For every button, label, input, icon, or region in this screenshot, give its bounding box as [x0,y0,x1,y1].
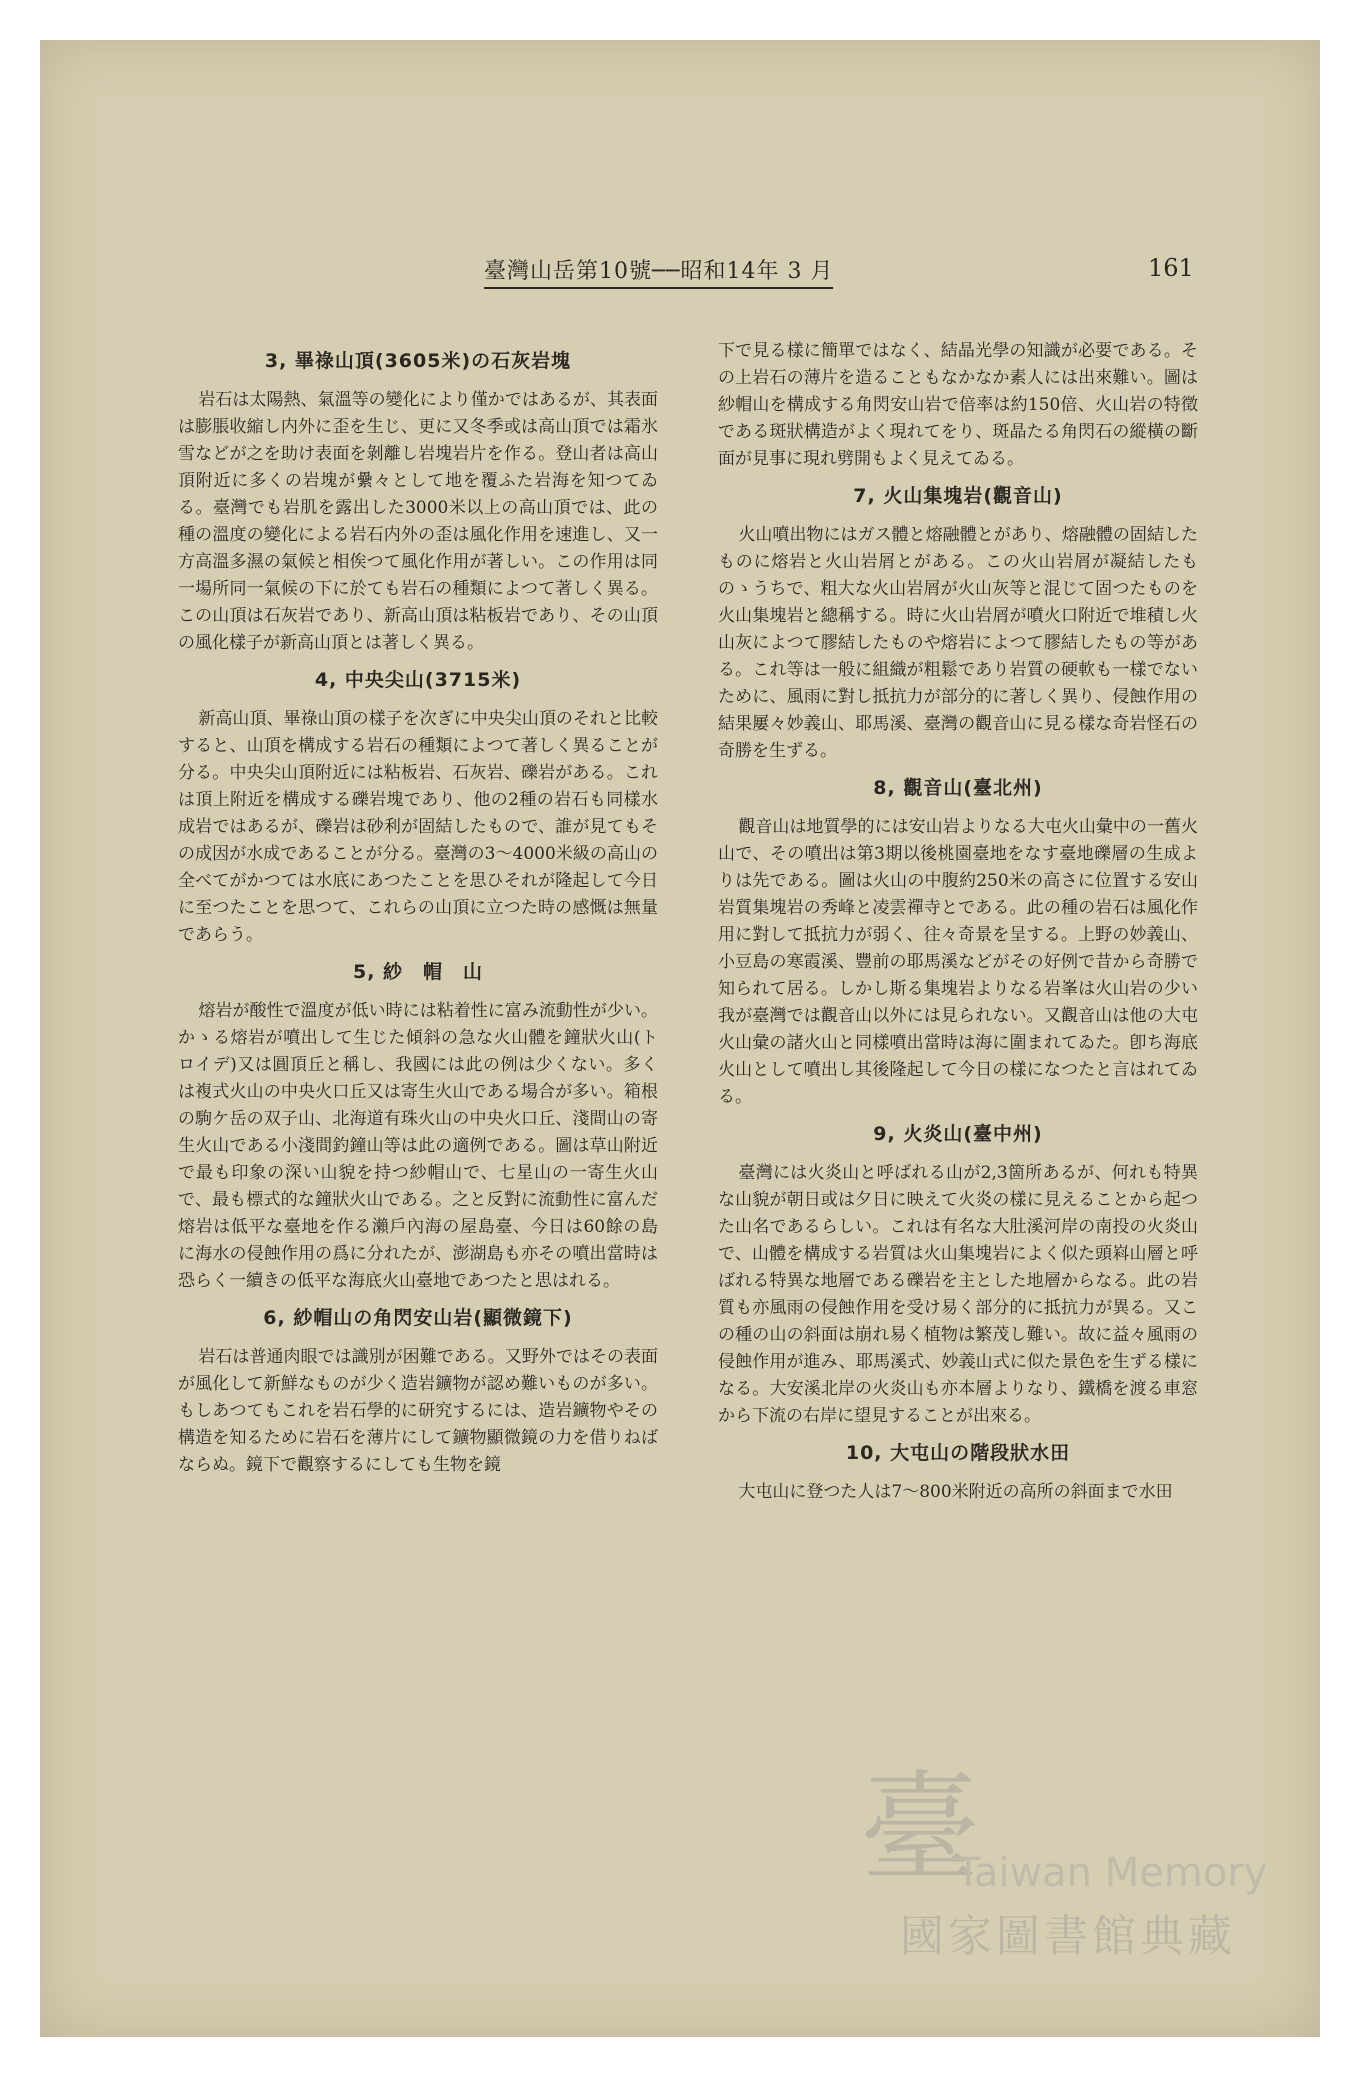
section-6 [178,1305,658,1479]
paragraph: 臺灣には火炎山と呼ばれる山が2,3箇所あるが、何れも特異な山貌が朝日或は夕日に映えて火炎の樣に見えることから起つた山名であるらしい。これは有名な大肚溪河岸の南投の火炎山で、山體を構成する岩質は火山集塊岩によく似た頭嵙山層と呼ばれる特異な地層である礫岩を主とした地層からなる。此の岩質も亦風雨の侵蝕作用を受け易く部分的に抵抗力が異る。又この種の山の斜面は崩れ易く植物は繁茂し難い。故に益々風雨の侵蝕作用が進み、耶馬溪式、妙義山式に似た景色を生ずる樣になる。大安溪北岸の火炎山も亦本層よりなり、鐵橋を渡る車窓から下流の右岸に望見することが出來る。 [718,1163,1198,1426]
watermark-seal: 臺 [860,1760,980,1899]
section-8 [718,775,1198,1111]
paragraph: 岩石は太陽熱、氣溫等の變化により僅かではあるが、其表面は膨脹收縮し内外に歪を生じ、更に又冬季或は高山頂では霜氷雪などが之を助け表面を剝離し岩塊岩片を作る。登山者は高山頂附近に多くの岩塊が纍々として地を覆ふた岩海を知つてゐる。臺灣でも岩肌を露出した3000米以上の高山頂では、此の種の溫度の變化による岩石内外の歪は風化作用を速進し、又一方高溫多濕の氣候と相俟つて風化作用が著しい。この作用は同一場所同一氣候の下に於ても岩石の種類によつて著しく異る。この山頂は石灰岩であり、新高山頂は粘板岩であり、その山頂の風化樣子が新高山頂とは著しく異る。 [178,390,658,653]
section-7 [718,483,1198,765]
watermark-english: Taiwan Memory [956,1850,1268,1896]
section-title: 9, 火炎山(臺中州) [873,1123,1043,1145]
paragraph: 觀音山は地質學的には安山岩よりなる大屯火山彙中の一舊火山で、その噴出は第3期以後桃園臺地をなす臺地礫層の生成よりは先である。圖は火山の中腹約250米の高さに位置する安山岩質集塊岩の秀峰と凌雲禪寺とである。此の種の岩石は風化作用に對して抵抗力が弱く、往々奇景を呈する。上野の妙義山、小豆島の寒霞溪、豐前の耶馬溪などがその好例で昔から奇勝で知られて居る。しかし斯る集塊岩よりなる岩峯は火山岩の少い我が臺灣では觀音山以外には見られない。又觀音山は他の大屯火山彙の諸火山と同樣噴出當時は海に圍まれてゐた。卽ち海底火山として噴出し其後隆起して今日の樣になつたと言はれてゐる。 [718,817,1198,1107]
running-head [0,254,1359,294]
section-4 [178,667,658,949]
paragraph: 熔岩が酸性で溫度が低い時には粘着性に富み流動性が少い。かゝる熔岩が噴出して生じた傾斜の急な火山體を鐘狀火山(トロイデ)又は圓頂丘と稱し、我國には此の例は少くない。多くは複式火山の中央火口丘又は寄生火山である場合が多い。箱根の駒ケ岳の双子山、北海道有珠火山の中央火口丘、淺間山の寄生火山である小淺間釣鐘山等は此の適例である。圖は草山附近で最も印象の深い山貌を持つ紗帽山で、七星山の一寄生火山で、最も標式的な鐘狀火山である。之と反對に流動性に富んだ熔岩は低平な臺地を作る瀨戶內海の屋島臺、今日は60餘の島に海水の侵蝕作用の爲に分れたが、澎湖島も亦その噴出當時は恐らく一續きの低平な海底火山臺地であつたと思はれる。 [178,1001,658,1291]
section-title: 3, 畢祿山頂(3605米)の石灰岩塊 [264,350,572,372]
paragraph: 火山噴出物にはガス體と熔融體とがあり、熔融體の固結したものに熔岩と火山岩屑とがある。この火山岩屑が凝結したものゝうちで、粗大な火山岩屑が火山灰等と混じて固つたものを火山集塊岩と總稱する。時に火山岩屑が噴火口附近で堆積し火山灰によつて膠結したものや熔岩によつて膠結したもの等がある。これ等は一般に組織が粗鬆であり岩質の硬軟も一樣でないために、風雨に對し抵抗力が部分的に著しく異り、侵蝕作用の結果屢々妙義山、耶馬溪、臺灣の觀音山に見る樣な奇岩怪石の奇勝を生ずる。 [718,525,1198,761]
section-10 [718,1440,1198,1506]
paragraph: 大屯山に登つた人は7～800米附近の高所の斜面まで水田 [738,1482,1173,1502]
left-column [178,338,658,1489]
section-5 [178,959,658,1295]
section-title: 10, 大屯山の階段狀水田 [845,1442,1071,1464]
paragraph: 岩石は普通肉眼では識別が困難である。又野外ではその表面が風化して新鮮なものが少く造岩鑛物が認め難いものが多い。もしあつてもこれを岩石學的に研究するには、造岩鑛物やその構造を知るために岩石を薄片にして鑛物顯微鏡の力を借りねばならぬ。鏡下で觀察するにしても生物を鏡 [178,1347,658,1475]
section-title: 6, 紗帽山の角閃安山岩(顯微鏡下) [263,1307,573,1329]
section-9 [718,1121,1198,1430]
section-title: 8, 觀音山(臺北州) [873,777,1043,799]
section-title: 7, 火山集塊岩(觀音山) [853,485,1063,507]
section-6-continued [718,338,1198,473]
paragraph: 新高山頂、畢祿山頂の樣子を次ぎに中央尖山頂のそれと比較すると、山頂を構成する岩石の種類によつて著しく異ることが分る。中央尖山頂附近には粘板岩、石灰岩、礫岩がある。これは頂上附近を構成する礫岩塊であり、他の2種の岩石も同樣水成岩ではあるが、礫岩は砂利が固結したもので、誰が見てもその成因が水成であることが分る。臺灣の3～4000米級の高山の全べてがかつては水底にあつたことを思ひそれが隆起して今日に至つたことを思つて、これらの山頂に立つた時の感慨は無量であらう。 [178,709,658,945]
right-column [718,338,1198,1516]
page-number: 161 [1148,254,1194,282]
section-title: 4, 中央尖山(3715米) [314,669,522,691]
paragraph: 下で見る樣に簡單ではなく、結晶光學の知識が必要である。その上岩石の薄片を造ることもなかなか素人には出來難い。圖は紗帽山を構成する角閃安山岩で倍率は約150倍、火山岩の特徵である斑狀構造がよく現れてをり、斑晶たる角閃石の縱橫の斷面が見事に現れ劈開もよく見えてゐる。 [718,341,1198,469]
section-3 [178,348,658,657]
watermark-chinese: 國家圖書館典藏 [900,1911,1236,1962]
section-title: 5, 紗 帽 山 [352,961,484,983]
running-title: 臺灣山岳第10號──昭和14年 3 月 [484,254,833,289]
